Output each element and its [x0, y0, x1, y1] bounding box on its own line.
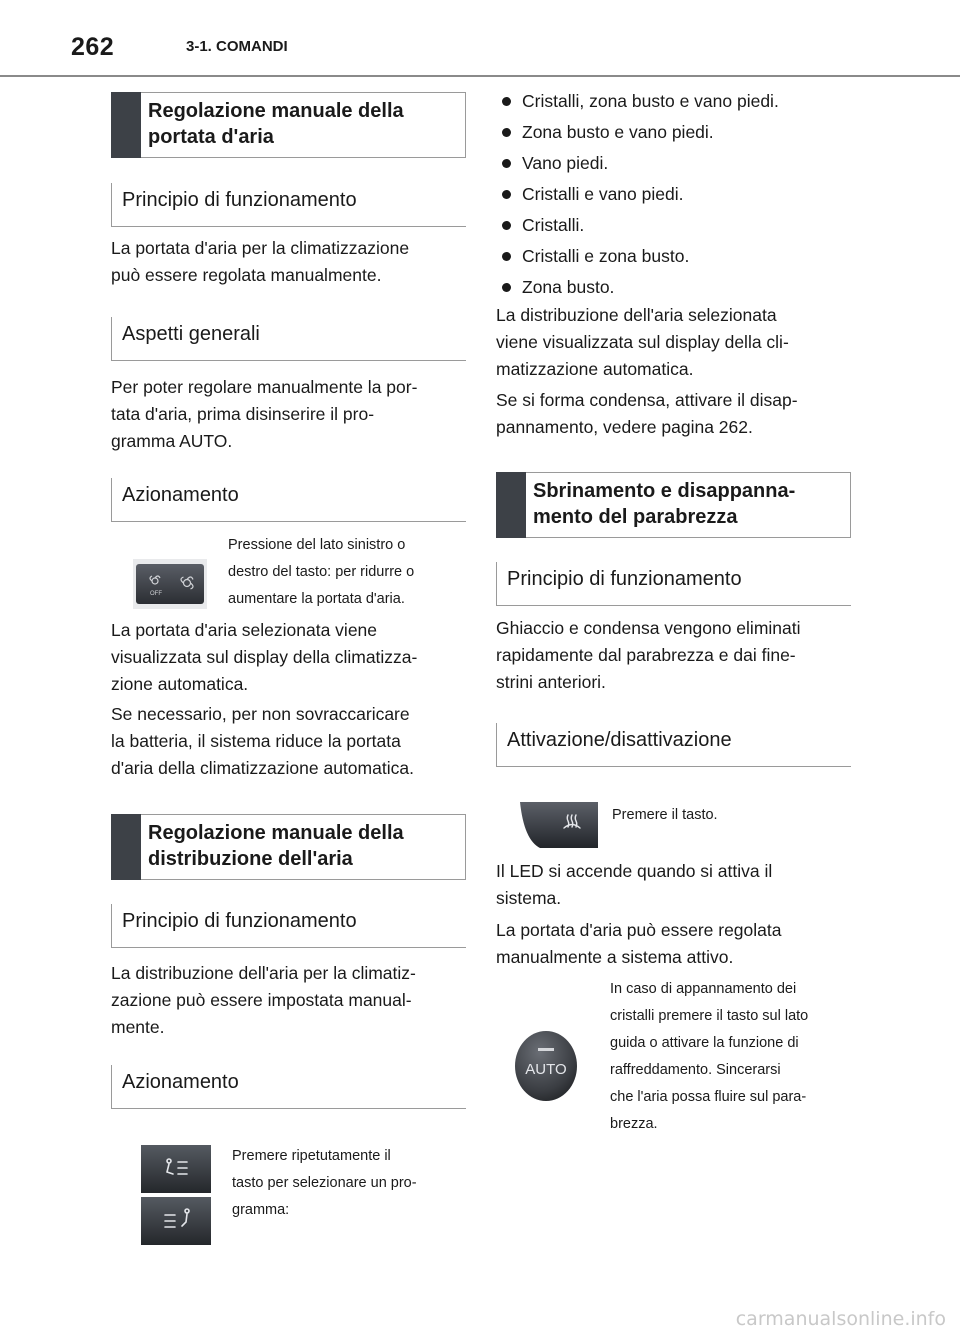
section-heading-text: Sbrinamento e disappanna- mento del parabrezza	[533, 480, 796, 528]
section-heading-defrost	[496, 472, 851, 538]
fan-button-caption: Pressione del lato sinistro o destro del tasto: per ridurre o aumentare la portata d'aria.	[228, 537, 415, 607]
header-rule	[0, 75, 960, 77]
bullet-icon	[502, 97, 511, 106]
fan-off-label: OFF	[150, 591, 162, 597]
section-heading-text: Regolazione manuale della portata d'aria	[148, 100, 404, 148]
bullet-icon	[502, 190, 511, 199]
subheading-operation: Azionamento	[111, 478, 466, 522]
list-item: Vano piedi.	[496, 148, 851, 179]
section-heading-air-flow	[111, 92, 466, 158]
subheading-principle: Principio di funzionamento	[111, 904, 466, 948]
paragraph: Se necessario, per non sovraccaricare la batteria, il sistema riduce la portata d'aria della climatizzazione automatica.	[111, 704, 414, 778]
list-item: Cristalli.	[496, 210, 851, 241]
paragraph: La distribuzione dell'aria selezionata viene visualizzata sul display della cli- matizzazione automatica.	[496, 305, 789, 379]
list-item: Cristalli e zona busto.	[496, 241, 851, 272]
paragraph: La portata d'aria può essere regolata manualmente a sistema attivo.	[496, 920, 782, 967]
bullet-icon	[502, 159, 511, 168]
auto-button-label: AUTO	[525, 1061, 567, 1078]
bullet-icon	[502, 128, 511, 137]
paragraph: La portata d'aria selezionata viene visualizzata sul display della climatizza- zione automatica.	[111, 620, 418, 694]
heading-bar	[111, 92, 141, 158]
paragraph: La distribuzione dell'aria per la climatiz- zazione può essere impostata manual- mente.	[111, 963, 416, 1037]
bullet-icon	[502, 221, 511, 230]
distribution-button-caption: Premere ripetutamente il tasto per selezionare un pro- gramma:	[232, 1148, 417, 1218]
auto-button-caption: In caso di appannamento dei cristalli premere il tasto sul lato guida o attivare la funzione di raffreddamento. Sincerarsi che l'aria possa fluire sul para- brezza.	[610, 981, 809, 1132]
list-item: Cristalli e vano piedi.	[496, 179, 851, 210]
subheading-activation: Attivazione/disattivazione	[496, 723, 851, 767]
subheading-principle: Principio di funzionamento	[111, 183, 466, 227]
list-item: Zona busto e vano piedi.	[496, 117, 851, 148]
section-heading-text: Regolazione manuale della distribuzione dell'aria	[148, 822, 404, 870]
paragraph: Ghiaccio e condensa vengono eliminati rapidamente dal parabrezza e dai fine- strini anteriori.	[496, 618, 801, 692]
heading-bar	[496, 472, 526, 538]
paragraph: La portata d'aria per la climatizzazione può essere regolata manualmente.	[111, 238, 410, 285]
auto-button-image	[514, 1030, 578, 1102]
defrost-button-image	[520, 800, 600, 850]
air-distribution-buttons-image	[141, 1145, 211, 1245]
defrost-button-caption: Premere il tasto.	[612, 807, 718, 823]
paragraph: Se si forma condensa, attivare il disap- pannamento, vedere pagina 262.	[496, 390, 798, 437]
heading-bar	[111, 814, 141, 880]
subheading-principle: Principio di funzionamento	[496, 562, 851, 606]
bullet-icon	[502, 283, 511, 292]
subheading-operation: Azionamento	[111, 1065, 466, 1109]
page-number: 262	[71, 33, 115, 61]
list-item: Cristalli, zona busto e vano piedi.	[496, 86, 851, 117]
distribution-program-list	[496, 86, 851, 303]
watermark: carmanualsonline.info	[735, 1308, 946, 1330]
fan-speed-button-image	[133, 559, 207, 609]
section-title: 3-1. COMANDI	[186, 38, 288, 55]
subheading-general: Aspetti generali	[111, 317, 466, 361]
paragraph: Per poter regolare manualmente la por- tata d'aria, prima disinserire il pro- gramma AUTO.	[111, 377, 418, 451]
section-heading-air-distribution	[111, 814, 466, 880]
page-header	[0, 0, 960, 76]
bullet-icon	[502, 252, 511, 261]
paragraph: Il LED si accende quando si attiva il sistema.	[496, 861, 773, 908]
list-item: Zona busto.	[496, 272, 851, 303]
